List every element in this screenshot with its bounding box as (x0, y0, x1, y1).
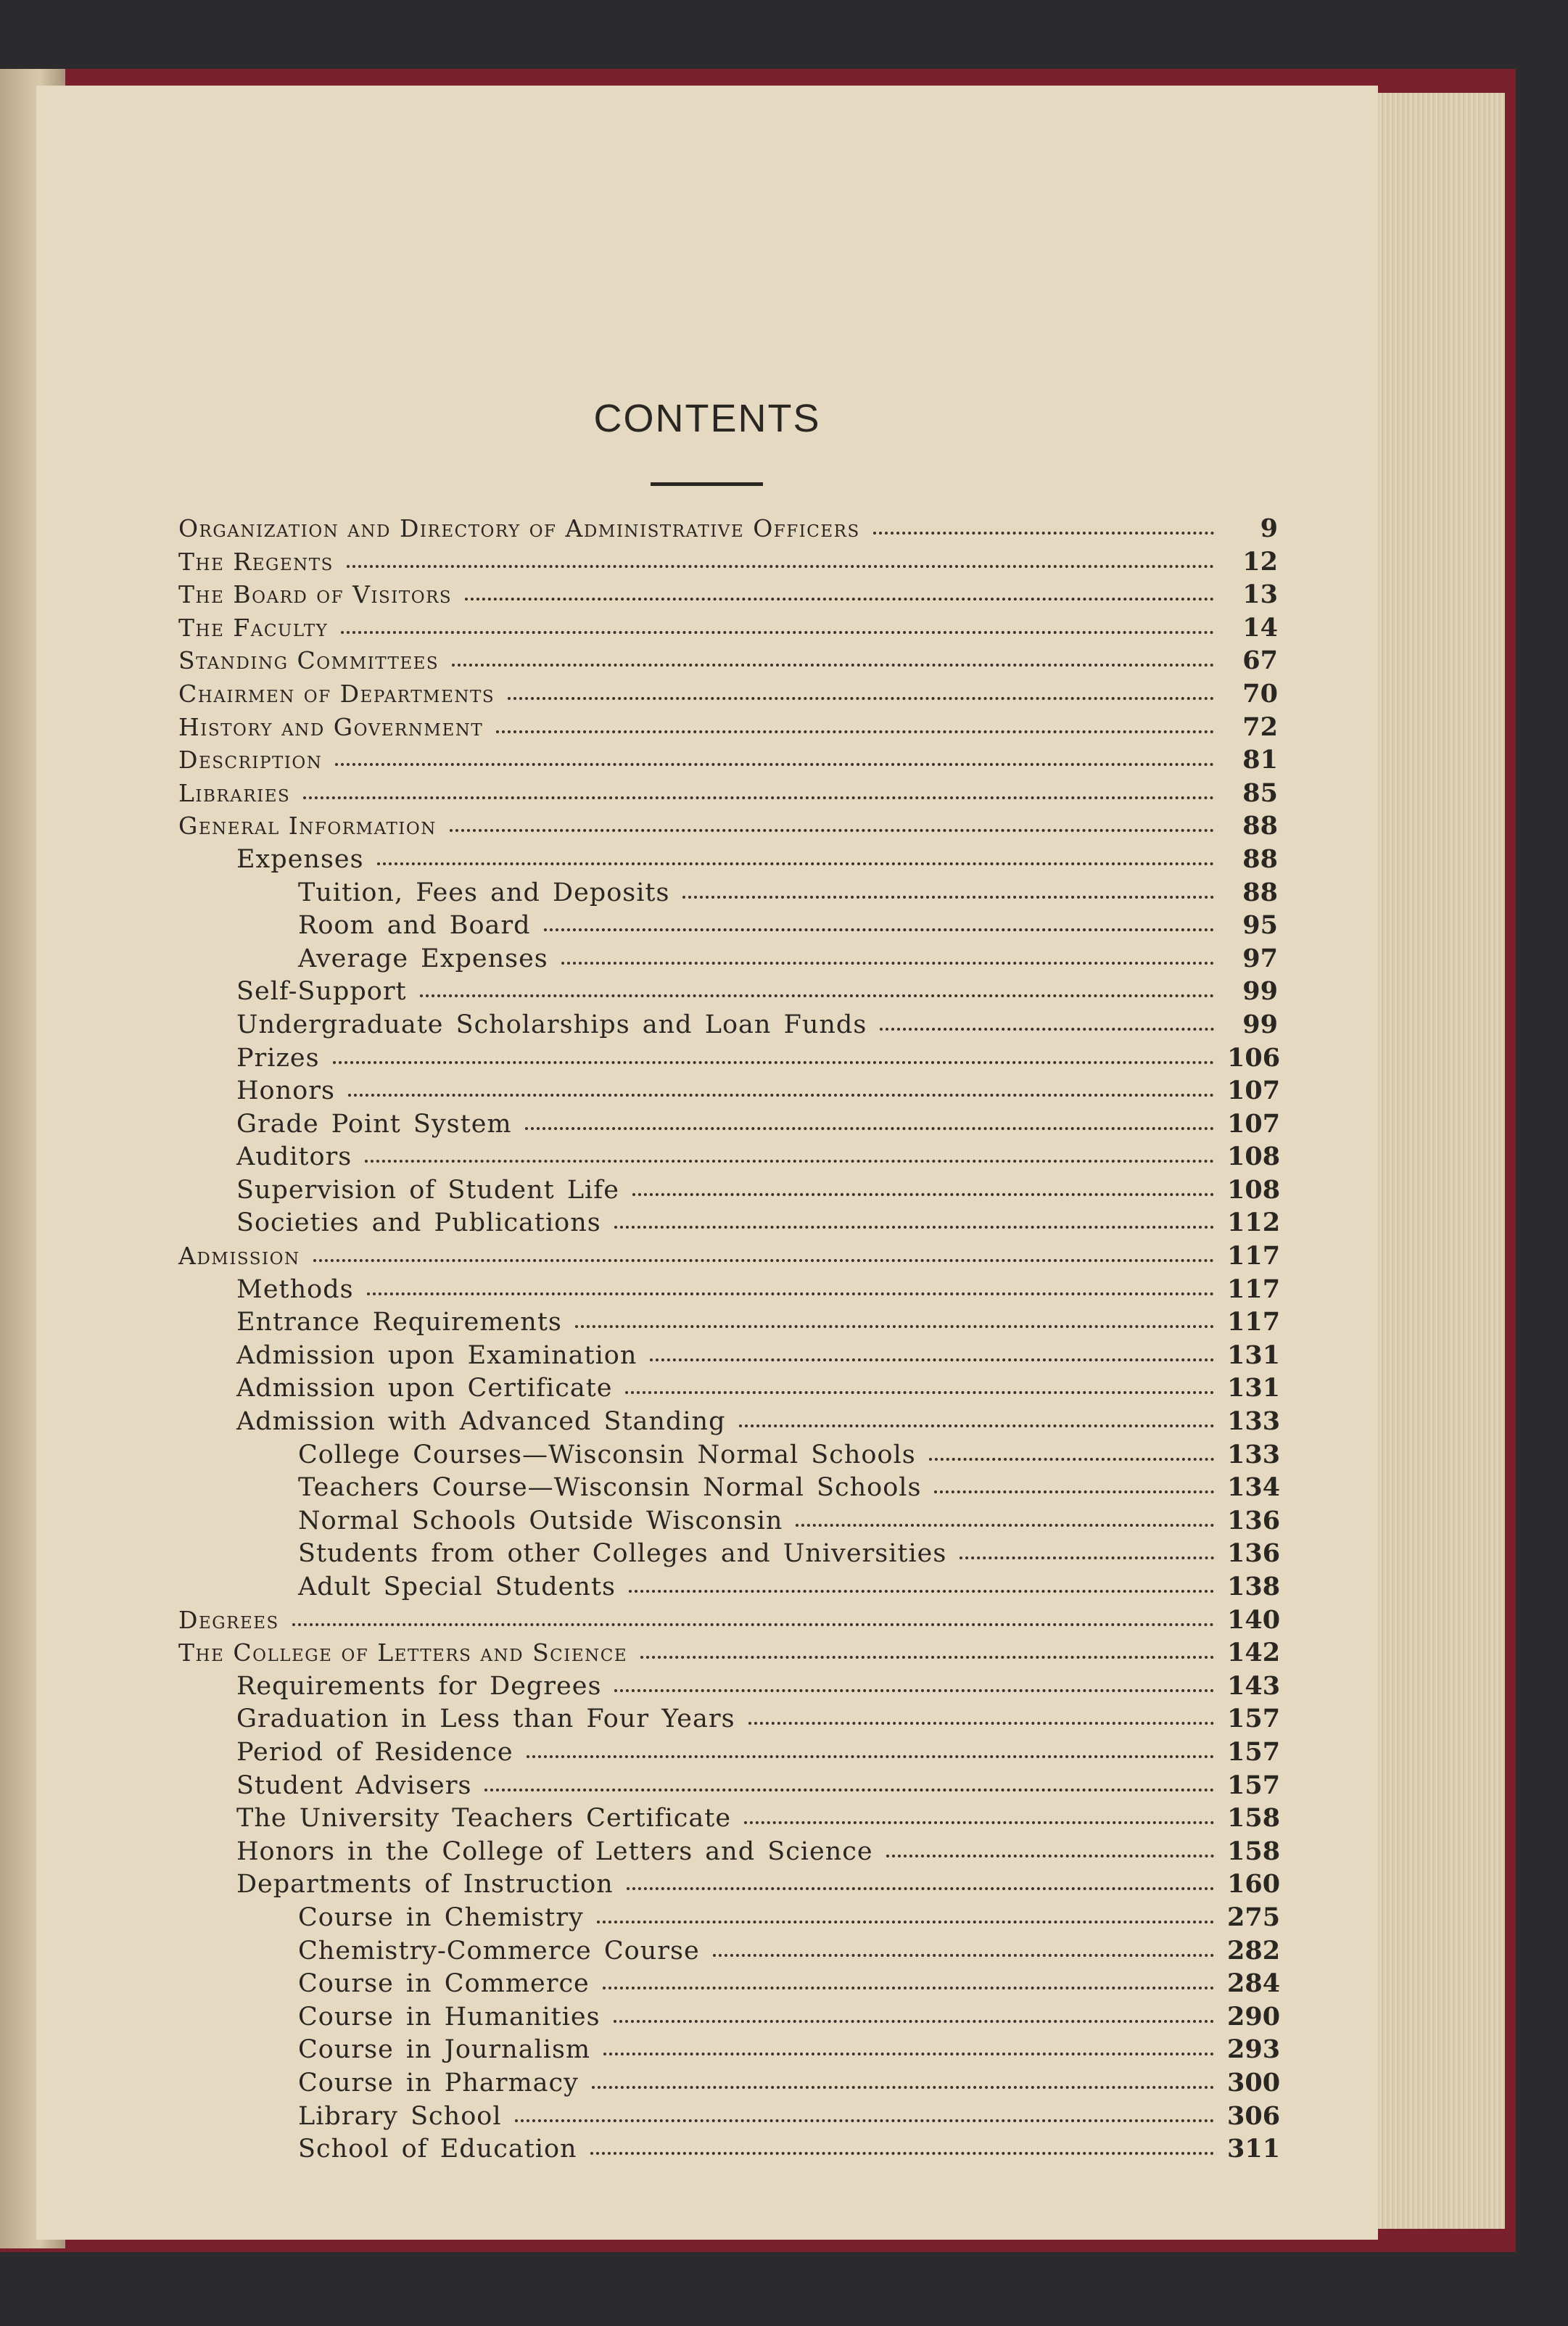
toc-page-number: 311 (1227, 2134, 1281, 2164)
toc-page-number: 9 (1260, 514, 1278, 543)
toc-page-number: 158 (1227, 1836, 1281, 1866)
toc-entry (178, 613, 1278, 646)
toc-entry-title: Departments of Instruction (236, 1870, 614, 1900)
toc-entry-title: Grade Point System (236, 1109, 512, 1139)
toc-page-number: 97 (1242, 943, 1278, 973)
toc-page-number: 284 (1227, 1968, 1281, 1999)
dot-leader (744, 1821, 1214, 1824)
dot-leader (292, 1623, 1214, 1626)
dot-leader (575, 1325, 1214, 1328)
toc-entry (178, 1042, 1281, 1076)
dot-leader (525, 1127, 1214, 1130)
toc-page-number: 143 (1227, 1670, 1281, 1701)
toc-entry-title: Teachers Course—Wisconsin Normal Schools (298, 1473, 922, 1503)
toc-page-number: 131 (1227, 1340, 1281, 1370)
toc-page-number: 133 (1227, 1406, 1281, 1437)
toc-page-number: 158 (1227, 1803, 1281, 1834)
toc-page-number: 13 (1242, 580, 1278, 610)
dot-leader (627, 1887, 1214, 1890)
toc-entry (178, 1174, 1281, 1208)
toc-entry (178, 811, 1278, 844)
dot-leader (508, 697, 1214, 700)
toc-entry (178, 679, 1278, 712)
toc-page-number: 133 (1227, 1439, 1281, 1469)
toc-entry-title: Students from other Colleges and Universities (298, 1539, 947, 1569)
dot-leader (748, 1722, 1214, 1725)
toc-entry (178, 1142, 1281, 1175)
toc-entry-title: Societies and Publications (236, 1208, 601, 1238)
toc-entry-title: The Regents (178, 547, 334, 576)
dot-leader (420, 994, 1214, 997)
toc-entry-title: Course in Journalism (298, 2035, 591, 2065)
toc-page-number: 134 (1227, 1472, 1281, 1503)
toc-entry (178, 1208, 1281, 1241)
dot-leader (365, 1160, 1214, 1163)
toc-entry (178, 2100, 1281, 2135)
dot-leader (629, 1590, 1214, 1593)
toc-entry (178, 844, 1278, 878)
toc-page-number: 117 (1227, 1307, 1281, 1337)
toc-page-number: 99 (1242, 976, 1278, 1007)
toc-entry (178, 1340, 1281, 1374)
book-page (36, 86, 1378, 2240)
dot-leader (303, 796, 1214, 799)
toc-page-number: 12 (1242, 546, 1278, 577)
toc-entry (178, 910, 1278, 944)
dot-leader (739, 1424, 1214, 1427)
toc-page-number: 107 (1227, 1076, 1281, 1106)
dot-leader (614, 2020, 1214, 2023)
toc-page-number: 290 (1227, 2001, 1281, 2032)
toc-entry-title: Graduation in Less than Four Years (236, 1704, 735, 1734)
dot-leader (934, 1490, 1214, 1493)
dot-leader (313, 1259, 1214, 1262)
toc-entry (178, 1572, 1281, 1605)
toc-entry (178, 580, 1278, 613)
dot-leader (450, 829, 1214, 832)
toc-entry-title: The College of Letters and Science (178, 1638, 628, 1667)
toc-page-number: 117 (1227, 1241, 1281, 1271)
toc-entry (178, 1902, 1281, 1936)
toc-entry-title: Library School (298, 2101, 502, 2131)
toc-entry (178, 1472, 1281, 1506)
dot-leader (484, 1789, 1214, 1791)
toc-entry (178, 1704, 1281, 1737)
toc-entry-title: Average Expenses (298, 944, 548, 973)
contents-title: CONTENTS (593, 397, 821, 440)
toc-entry (178, 547, 1278, 580)
toc-entry-title: College Courses—Wisconsin Normal Schools (298, 1440, 916, 1469)
toc-entry (178, 1108, 1281, 1142)
toc-page-number: 67 (1242, 646, 1278, 676)
toc-page-number: 88 (1242, 877, 1278, 907)
toc-page-number: 88 (1242, 844, 1278, 874)
toc-entry (178, 2034, 1281, 2068)
table-of-contents (178, 514, 1281, 2167)
toc-entry (178, 2001, 1281, 2035)
toc-page-number: 112 (1227, 1208, 1281, 1238)
toc-entry-title: The Faculty (178, 613, 329, 642)
dot-leader (640, 1656, 1214, 1659)
dot-leader (614, 1226, 1214, 1229)
toc-entry (178, 1935, 1281, 1969)
toc-entry-title: Expenses (236, 844, 364, 874)
page-stack-edge (1363, 93, 1505, 2229)
toc-page-number: 142 (1227, 1638, 1281, 1668)
toc-entry-title: Course in Commerce (298, 1969, 590, 1999)
dot-leader (348, 1094, 1214, 1097)
toc-page-number: 81 (1242, 745, 1278, 775)
toc-page-number: 157 (1227, 1770, 1281, 1800)
toc-entry-title: Course in Humanities (298, 2002, 601, 2032)
dot-leader (929, 1458, 1214, 1461)
toc-entry-title: Undergraduate Scholarships and Loan Funds (236, 1010, 867, 1039)
toc-entry (178, 1803, 1281, 1836)
dot-leader (960, 1556, 1214, 1559)
toc-entry (178, 1770, 1281, 1804)
toc-entry (178, 1736, 1281, 1770)
toc-entry (178, 976, 1278, 1010)
toc-entry (178, 1439, 1281, 1473)
toc-entry (178, 1968, 1281, 2002)
dot-leader (452, 664, 1214, 667)
dot-leader (377, 862, 1214, 865)
toc-entry (178, 1869, 1281, 1902)
toc-page-number: 108 (1227, 1142, 1281, 1172)
toc-entry-title: Prizes (236, 1043, 320, 1073)
toc-entry (178, 878, 1278, 911)
toc-entry-title: Admission with Advanced Standing (236, 1407, 726, 1437)
toc-entry (178, 778, 1278, 812)
dot-leader (527, 1755, 1214, 1758)
toc-entry-title: Standing Committees (178, 646, 440, 675)
dot-leader (341, 631, 1214, 634)
toc-page-number: 106 (1227, 1042, 1281, 1073)
toc-page-number: 14 (1242, 612, 1278, 643)
toc-entry (178, 1670, 1281, 1704)
toc-page-number: 157 (1227, 1704, 1281, 1734)
toc-entry (178, 1638, 1281, 1671)
toc-entry (178, 1406, 1281, 1440)
dot-leader (590, 2152, 1214, 2155)
dot-leader (625, 1391, 1214, 1394)
toc-entry-title: Admission upon Examination (236, 1340, 637, 1370)
toc-entry (178, 1274, 1281, 1308)
dot-leader (367, 1292, 1214, 1295)
toc-entry-title: The University Teachers Certificate (236, 1804, 732, 1834)
toc-entry (178, 1505, 1281, 1539)
toc-entry (178, 1373, 1281, 1406)
toc-entry-title: Organization and Directory of Administrative Officers (178, 514, 860, 543)
dot-leader (515, 2119, 1214, 2122)
toc-page-number: 136 (1227, 1505, 1281, 1535)
dot-leader (682, 896, 1214, 899)
toc-entry-title: Self-Support (236, 977, 407, 1007)
dot-leader (603, 1987, 1214, 1989)
dot-leader (614, 1689, 1214, 1692)
toc-page-number: 275 (1227, 1902, 1281, 1932)
toc-entry (178, 1307, 1281, 1340)
dot-leader (544, 928, 1214, 931)
toc-page-number: 160 (1227, 1869, 1281, 1900)
toc-entry-title: Libraries (178, 778, 291, 807)
title-rule (651, 482, 763, 486)
toc-entry-title: Methods (236, 1274, 354, 1304)
toc-entry-title: Supervision of Student Life (236, 1175, 619, 1205)
toc-entry-title: Description (178, 746, 323, 775)
toc-entry (178, 1538, 1281, 1572)
toc-page-number: 282 (1227, 1935, 1281, 1966)
dot-leader (873, 532, 1214, 535)
toc-entry-title: Period of Residence (236, 1737, 513, 1767)
toc-entry (178, 712, 1278, 746)
toc-entry-title: Auditors (236, 1142, 352, 1172)
toc-page-number: 140 (1227, 1604, 1281, 1635)
toc-entry-title: Adult Special Students (298, 1572, 616, 1601)
toc-page-number: 136 (1227, 1538, 1281, 1569)
toc-page-number: 95 (1242, 910, 1278, 941)
toc-entry-title: Normal Schools Outside Wisconsin (298, 1506, 783, 1535)
dot-leader (496, 730, 1214, 733)
toc-page-number: 99 (1242, 1009, 1278, 1039)
toc-entry (178, 1076, 1281, 1109)
dot-leader (632, 1193, 1214, 1196)
dot-leader (713, 1954, 1214, 1957)
dot-leader (796, 1524, 1214, 1527)
toc-entry (178, 646, 1278, 679)
dot-leader (333, 1061, 1214, 1064)
toc-page-number: 72 (1242, 712, 1278, 742)
toc-entry-title: Degrees (178, 1605, 279, 1634)
toc-page-number: 117 (1227, 1274, 1281, 1304)
dot-leader (592, 2086, 1214, 2089)
toc-entry-title: The Board of Visitors (178, 580, 453, 609)
toc-page-number: 131 (1227, 1373, 1281, 1403)
toc-page-number: 108 (1227, 1174, 1281, 1205)
toc-page-number: 306 (1227, 2100, 1281, 2131)
toc-entry-title: Chairmen of Departments (178, 679, 495, 708)
dot-leader (603, 2053, 1214, 2055)
toc-page-number: 85 (1242, 778, 1278, 808)
toc-entry-title: Honors in the College of Letters and Science (236, 1836, 873, 1866)
toc-entry (178, 2134, 1281, 2167)
toc-page-number: 88 (1242, 811, 1278, 841)
toc-page-number: 70 (1242, 678, 1278, 709)
dot-leader (650, 1358, 1214, 1361)
dot-leader (347, 565, 1214, 568)
toc-page-number: 300 (1227, 2067, 1281, 2098)
dot-leader (465, 598, 1214, 601)
toc-entry-title: Entrance Requirements (236, 1308, 562, 1337)
toc-entry-title: Room and Board (298, 911, 531, 941)
dot-leader (335, 763, 1214, 766)
toc-page-number: 138 (1227, 1572, 1281, 1601)
toc-entry-title: Student Advisers (236, 1770, 472, 1800)
toc-entry-title: Requirements for Degrees (236, 1671, 602, 1701)
toc-entry (178, 1241, 1281, 1274)
toc-entry (178, 944, 1278, 977)
toc-page-number: 157 (1227, 1736, 1281, 1767)
toc-entry (178, 745, 1278, 778)
dot-leader (561, 962, 1214, 965)
toc-entry-title: Admission (178, 1242, 300, 1271)
toc-entry (178, 1836, 1281, 1870)
toc-entry (178, 514, 1278, 547)
toc-page-number: 293 (1227, 2034, 1281, 2065)
toc-entry-title: School of Education (298, 2135, 577, 2164)
toc-entry-title: General Information (178, 812, 437, 841)
dot-leader (880, 1028, 1214, 1031)
toc-entry-title: Course in Pharmacy (298, 2068, 579, 2098)
dot-leader (886, 1855, 1214, 1857)
dot-leader (597, 1921, 1214, 1923)
toc-entry (178, 2067, 1281, 2101)
toc-entry (178, 1010, 1278, 1043)
toc-entry-title: Course in Chemistry (298, 1902, 584, 1932)
toc-entry-title: History and Government (178, 712, 484, 741)
toc-entry-title: Admission upon Certificate (236, 1374, 613, 1403)
toc-page-number: 107 (1227, 1108, 1281, 1139)
toc-entry-title: Honors (236, 1076, 335, 1106)
toc-entry (178, 1604, 1281, 1638)
toc-entry-title: Tuition, Fees and Deposits (298, 878, 670, 907)
toc-entry-title: Chemistry-Commerce Course (298, 1936, 700, 1966)
